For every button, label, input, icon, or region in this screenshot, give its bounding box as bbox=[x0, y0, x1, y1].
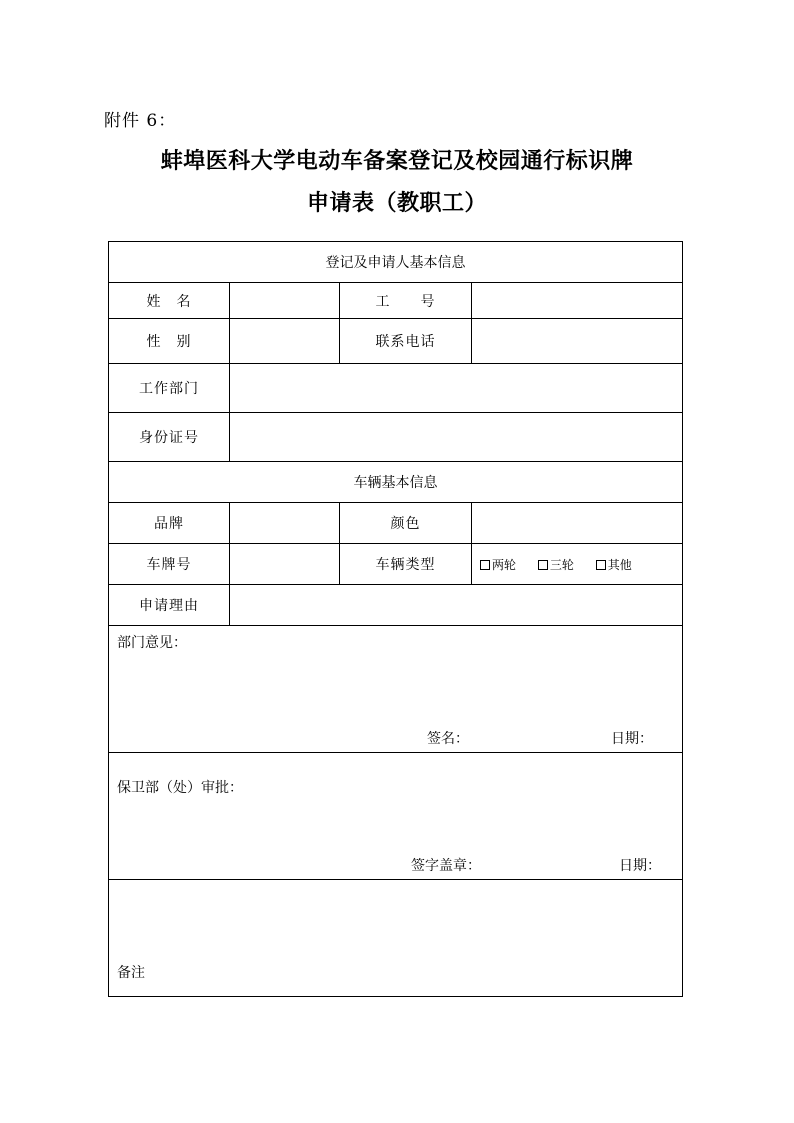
checkbox-icon[interactable] bbox=[596, 560, 606, 570]
reason-label: 申请理由 bbox=[109, 585, 230, 626]
phone-field[interactable] bbox=[472, 319, 683, 364]
dept-opinion-cell[interactable] bbox=[109, 626, 683, 753]
row-gender bbox=[109, 319, 683, 364]
brand-field[interactable] bbox=[230, 503, 340, 544]
gender-label: 性 别 bbox=[109, 319, 230, 364]
remarks-cell[interactable] bbox=[109, 880, 683, 997]
vehicle-type-label: 车辆类型 bbox=[340, 544, 472, 585]
staff-id-field[interactable] bbox=[472, 283, 683, 319]
name-field[interactable] bbox=[230, 283, 340, 319]
row-name bbox=[109, 283, 683, 319]
gender-field[interactable] bbox=[230, 319, 340, 364]
row-remarks bbox=[109, 880, 683, 997]
dept-date-label: 日期： bbox=[611, 731, 653, 747]
checkbox-icon[interactable] bbox=[480, 560, 490, 570]
color-field[interactable] bbox=[472, 503, 683, 544]
plate-field[interactable] bbox=[230, 544, 340, 585]
document-title: 蚌埠医科大学电动车备案登记及校园通行标识牌 bbox=[160, 148, 634, 174]
row-dept-opinion bbox=[109, 626, 683, 753]
remarks-label: 备注 bbox=[117, 965, 145, 981]
department-field[interactable] bbox=[230, 364, 683, 413]
row-brand bbox=[109, 503, 683, 544]
staff-id-label: 工 号 bbox=[340, 283, 472, 319]
security-approval-cell[interactable] bbox=[109, 753, 683, 880]
vehicle-type-options bbox=[472, 544, 683, 585]
department-label: 工作部门 bbox=[109, 364, 230, 413]
section-row-applicant bbox=[109, 242, 683, 283]
dept-opinion-label: 部门意见： bbox=[117, 635, 187, 651]
checkbox-icon[interactable] bbox=[538, 560, 548, 570]
section-header-vehicle: 车辆基本信息 bbox=[109, 462, 683, 503]
row-department bbox=[109, 364, 683, 413]
name-label: 姓 名 bbox=[109, 283, 230, 319]
section-row-vehicle bbox=[109, 462, 683, 503]
row-security-approval bbox=[109, 753, 683, 880]
reason-field[interactable] bbox=[230, 585, 683, 626]
security-date-label: 日期： bbox=[619, 858, 661, 874]
dept-sign-label: 签名： bbox=[427, 731, 469, 747]
plate-label: 车牌号 bbox=[109, 544, 230, 585]
row-reason bbox=[109, 585, 683, 626]
vehicle-type-option-two-wheel[interactable]: 两轮 bbox=[480, 556, 516, 573]
row-plate bbox=[109, 544, 683, 585]
row-id-card bbox=[109, 413, 683, 462]
attachment-label: 附件 6： bbox=[104, 111, 177, 131]
document-subtitle: 申请表（教职工） bbox=[306, 190, 487, 216]
brand-label: 品牌 bbox=[109, 503, 230, 544]
application-form-table bbox=[108, 241, 683, 997]
security-approval-label: 保卫部（处）审批： bbox=[117, 780, 243, 796]
vehicle-type-option-three-wheel[interactable]: 三轮 bbox=[538, 556, 574, 573]
id-card-label: 身份证号 bbox=[109, 413, 230, 462]
id-card-field[interactable] bbox=[230, 413, 683, 462]
section-header-applicant: 登记及申请人基本信息 bbox=[109, 242, 683, 283]
security-sign-label: 签字盖章： bbox=[411, 858, 481, 874]
color-label: 颜色 bbox=[340, 503, 472, 544]
phone-label: 联系电话 bbox=[340, 319, 472, 364]
vehicle-type-option-other[interactable]: 其他 bbox=[596, 556, 632, 573]
